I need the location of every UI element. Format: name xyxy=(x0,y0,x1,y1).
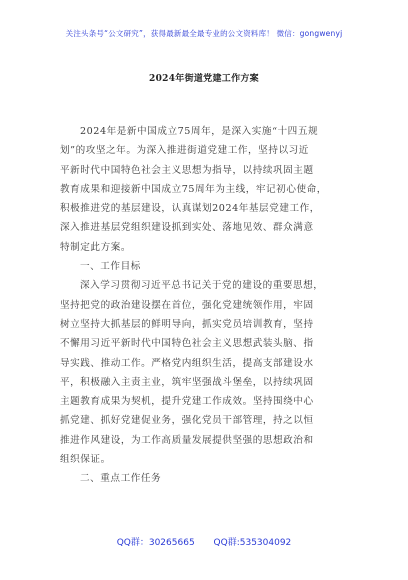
footer-qq-group-2: QQ群:535304092 xyxy=(213,538,292,548)
intro-line: 教育成果和迎接新中国成立75周年为主线，牢记初心使命， xyxy=(60,183,327,195)
intro-line: 划”的攻坚之年。为深入推进街道党建工作，坚持以习近 xyxy=(60,145,309,157)
section-heading-tasks: 二、重点工作任务 xyxy=(80,473,162,485)
footer-qq-group-1: QQ群：30265665 xyxy=(116,538,195,548)
section-heading-goals: 一、工作目标 xyxy=(80,261,141,273)
section1-line: 坚持把党的政治建设摆在首位，强化党建统领作用，牢固 xyxy=(60,299,314,311)
section1-line: 导实践、推动工作。严格党内组织生活，提高支部建设水 xyxy=(60,357,314,369)
section1-line: 树立坚持大抓基层的鲜明导向，抓实党员培训教育，坚持 xyxy=(60,318,314,330)
intro-line: 平新时代中国特色社会主义思想为指导，以持续巩固主题 xyxy=(60,164,314,176)
intro-line: 2024年是新中国成立75周年，是深入实施“十四五规 xyxy=(80,126,319,137)
footer-contact xyxy=(0,535,408,548)
section1-line: 组织保证。 xyxy=(60,454,111,466)
document-body xyxy=(60,122,352,489)
section1-line: 深入学习贯彻习近平总书记关于党的建设的重要思想， xyxy=(80,280,324,292)
intro-line: 深入推进基层党组织建设抓到实处、落地见效、群众满意 xyxy=(60,222,314,234)
document-title: 2024年街道党建工作方案 xyxy=(149,74,259,84)
section1-line: 推进作风建设，为工作高质量发展提供坚强的思想政治和 xyxy=(60,434,314,446)
section1-line: 主题教育成果为契机，提升党建工作成效。坚持围绕中心 xyxy=(60,396,314,408)
intro-line: 积极推进党的基层建设，认真谋划2024年基层党建工作， xyxy=(60,203,320,215)
top-banner: 关注头条号“公文研究”，获得最新最全最专业的公文资料库！ 微信：gongwenyj xyxy=(65,29,343,38)
intro-line: 特制定此方案。 xyxy=(60,241,132,253)
section1-line: 平，积极融入主责主业，筑牢坚强战斗堡垒，以持续巩固 xyxy=(60,376,314,388)
section1-line: 不懈用习近平新时代中国特色社会主义思想武装头脑、指 xyxy=(60,338,314,350)
section1-line: 抓党建、抓好党建促业务，强化党员干部管理，持之以恒 xyxy=(60,415,314,427)
